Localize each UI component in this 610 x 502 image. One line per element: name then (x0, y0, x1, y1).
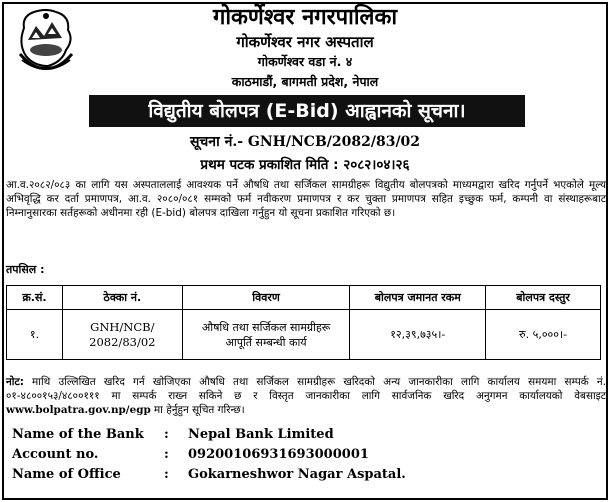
notice-banner: विद्युतीय बोलपत्र (E-Bid) आह्वानको सूचना। (89, 95, 525, 127)
bank-row: Name of the Bank : Nepal Bank Limited (12, 425, 602, 445)
cell-sn: १. (7, 310, 63, 360)
cell-contract (62, 310, 182, 360)
col-contract: ठेक्का नं. (62, 286, 182, 310)
note-label: नोट: (6, 376, 24, 388)
details-heading: तपसिल : (6, 263, 45, 276)
ward-line: गोकर्णेश्वर वडा नं. ४ (257, 54, 353, 69)
cell-bid-security: १२,३९,७३५।- (350, 310, 486, 360)
col-bid-fee: बोलपत्र दस्तुर (486, 286, 601, 310)
contract-line-2: 2082/83/02 (89, 334, 156, 349)
cell-description (182, 310, 350, 360)
note-paragraph (6, 375, 606, 418)
cell-bid-fee: रु. ५,०००।- (486, 310, 601, 360)
office-value: Gokarneshwor Nagar Aspatal. (188, 467, 406, 482)
table-row (7, 310, 601, 360)
office-row: Name of Office : Gokarneshwor Nagar Aspatal. (12, 465, 602, 485)
col-description: विवरण (182, 286, 350, 310)
bank-details (12, 425, 602, 485)
description-line-2: आपूर्ति सम्बन्धी कार्य (225, 335, 307, 349)
municipality-title: गोकर्णेश्वर नगरपालिका (212, 5, 398, 30)
bid-table (6, 285, 601, 360)
address-line: काठमाडौं, बागमती प्रदेश, नेपाल (231, 74, 379, 89)
col-sn: क्र.सं. (7, 286, 63, 310)
account-label: Account no. (12, 447, 99, 462)
office-label: Name of Office (12, 467, 121, 482)
contract-line-1: GNH/NCB/ (90, 319, 155, 334)
note-text: माथि उल्लिखित खरिद गर्न खोजिएका औषधि तथा सर्जिकल सामग्रीहरू खरिदको अन्य जानकारीका लागि कार्यालय समयमा सम्पर्क नं. ०१-४८००१५३/४८००१११ मा सम्पर्क राख्न सकिने छ र विस्तृत जानकारीका लागि सार्वजनिक खरिद अनुगमन कार्यालयको वेबसाइट (6, 376, 606, 403)
hospital-title: गोकर्णेश्वर नगर अस्पताल (236, 33, 374, 51)
notice-number: सूचना नं.- GNH/NCB/2082/83/02 (189, 134, 421, 150)
account-value: 09200106931693000001 (188, 447, 369, 462)
publish-date: प्रथम पटक प्रकाशित मिति : २०८२।०४।२६ (200, 157, 410, 173)
website-link[interactable]: www.bolpatra.gov.np/egp (6, 404, 151, 417)
col-bid-security: बोलपत्र जमानत रकम (350, 286, 486, 310)
table-header-row (7, 286, 601, 310)
account-row: Account no. : 09200106931693000001 (12, 445, 602, 465)
description-line-1: औषधि तथा सर्जिकल सामग्रीहरू (201, 320, 331, 334)
bank-name-label: Name of the Bank (12, 427, 144, 442)
notice-paragraph: आ.व.२०८२/०८३ का लागि यस अस्पताललाई आवश्यक पर्ने औषधि तथा सर्जिकल सामग्रीहरू विद्युतीय बोलपत्रको माध्यमद्वारा खरिद गर्नुपर्ने भएकोले मूल्य अभिवृद्धि कर दर्ता प्रमाणपत्र, आ.व. २०८०/०८१ सम्मको फर्म नवीकरण प्रमाणपत्र र कर चुक्ता प्रमाणपत्र सहित इच्छुक फर्म, कम्पनी वा संस्थाहरूबाट निम्नानुसारका सर्तहरूको अधीनमा रही (E-bid) बोलपत्र दाखिला गर्नुहुन यो सूचना प्रकाशित गरिएको छ। (6, 179, 606, 220)
bank-name-value: Nepal Bank Limited (188, 427, 334, 442)
note-tail: मा हेर्नुहुन सूचित गरिन्छ। (150, 404, 245, 417)
